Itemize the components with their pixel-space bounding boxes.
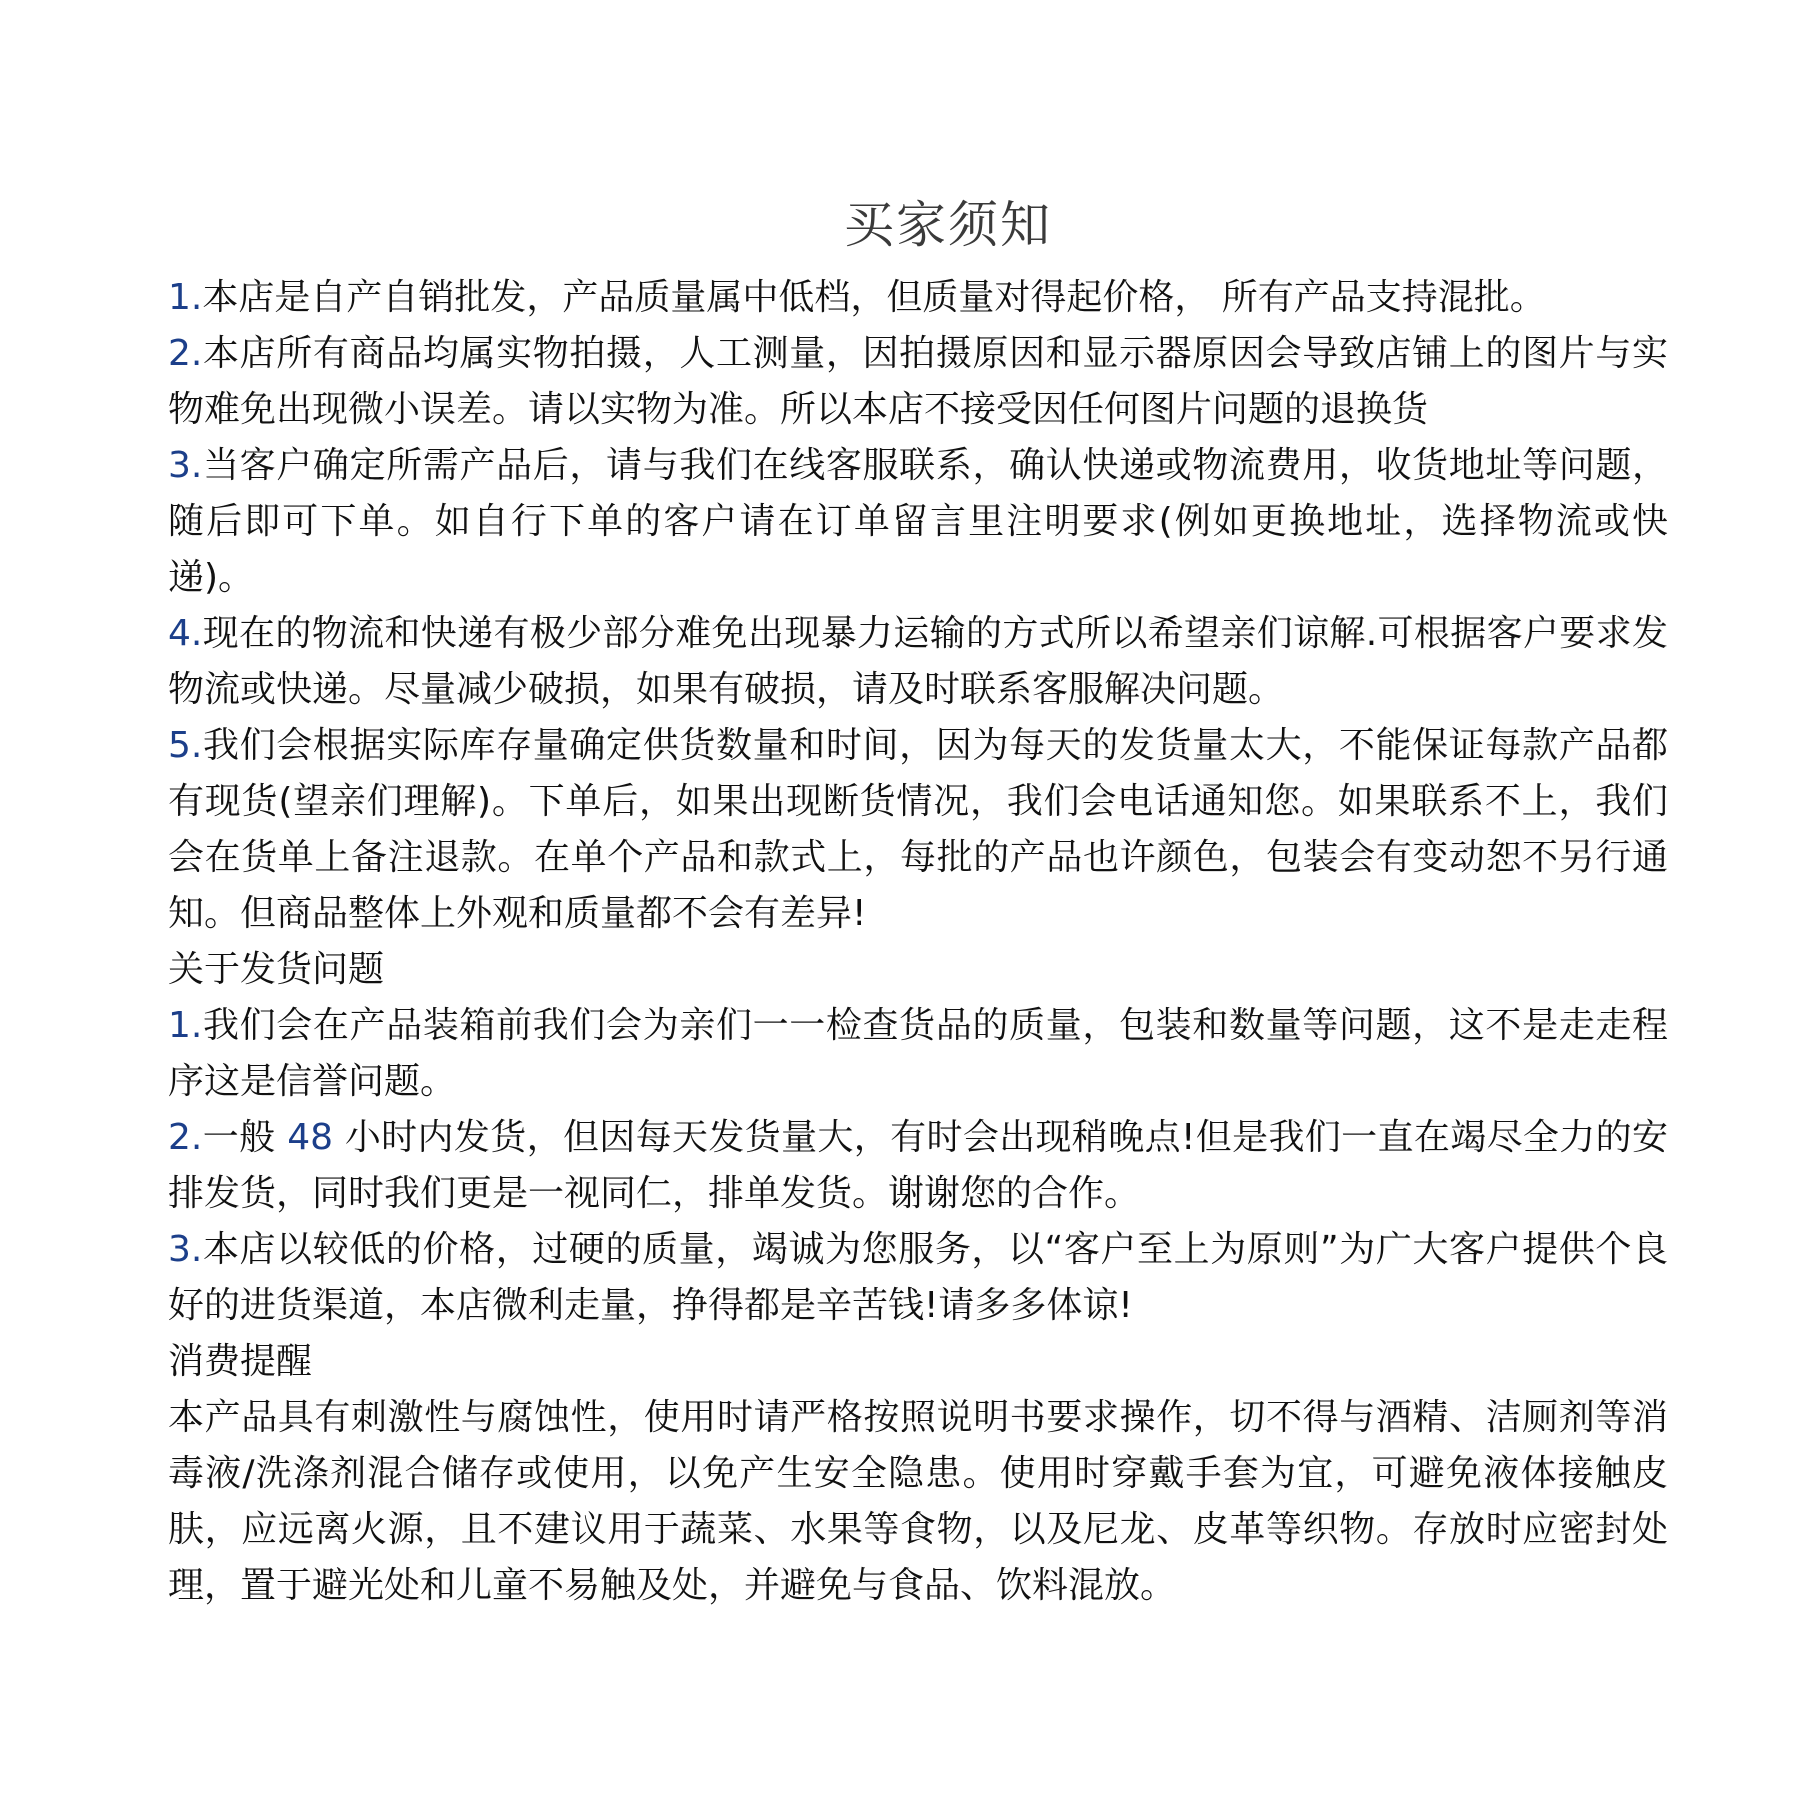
page-title: 买家须知 [844, 196, 1052, 254]
notice-number: 2. [168, 333, 203, 374]
notice-item-3 [168, 438, 1668, 606]
shipping-text-before: 一般 [202, 1117, 288, 1158]
notice-number: 5. [168, 725, 203, 766]
consumer-text: 本产品具有刺激性与腐蚀性，使用时请严格按照说明书要求操作，切不得与酒精、洁厕剂等消毒液/洗涤剂混合储存或使用，以免产生安全隐患。使用时穿戴手套为宜，可避免液体接触皮肤，应远离火源，且不建议用于蔬菜、水果等食物，以及尼龙、皮革等织物。存放时应密封处理，置于避光处和儿童不易触及处，并避免与食品、饮料混放。 [168, 1397, 1668, 1606]
shipping-hours: 48 [287, 1117, 334, 1158]
notice-text: 现在的物流和快递有极少部分难免出现暴力运输的方式所以希望亲们谅解.可根据客户要求发物流或快递。尽量减少破损，如果有破损，请及时联系客服解决问题。 [168, 613, 1668, 710]
notice-text: 本店所有商品均属实物拍摄，人工测量，因拍摄原因和显示器原因会导致店铺上的图片与实物难免出现微小误差。请以实物为准。所以本店不接受因任何图片问题的退换货 [168, 333, 1668, 430]
consumer-heading: 消费提醒 [168, 1341, 313, 1382]
notice-text: 当客户确定所需产品后，请与我们在线客服联系，确认快递或物流费用，收货地址等问题，随后即可下单。如自行下单的客户请在订单留言里注明要求(例如更换地址，选择物流或快递)。 [168, 445, 1668, 598]
shipping-text: 我们会在产品装箱前我们会为亲们一一检查货品的质量，包装和数量等问题，这不是走走程序这是信誉问题。 [168, 1005, 1668, 1102]
shipping-number: 3. [168, 1229, 203, 1270]
shipping-item-2 [168, 1110, 1668, 1222]
notice-text: 本店是自产自销批发，产品质量属中低档，但质量对得起价格， 所有产品支持混批。 [202, 277, 1546, 318]
shipping-number: 2. [168, 1117, 203, 1158]
notice-number: 3. [168, 445, 203, 486]
notice-number: 4. [168, 613, 203, 654]
shipping-text: 本店以较低的价格，过硬的质量，竭诚为您服务，以“客户至上为原则”为广大客户提供个良好的进货渠道，本店微利走量，挣得都是辛苦钱!请多多体谅! [168, 1229, 1668, 1326]
shipping-number: 1. [168, 1005, 203, 1046]
shipping-text-after: 小时内发货，但因每天发货量大，有时会出现稍晚点!但是我们一直在竭尽全力的安排发货，同时我们更是一视同仁，排单发货。谢谢您的合作。 [168, 1117, 1668, 1214]
notice-text: 我们会根据实际库存量确定供货数量和时间，因为每天的发货量太大，不能保证每款产品都有现货(望亲们理解)。下单后，如果出现断货情况，我们会电话通知您。如果联系不上，我们会在货单上备注退款。在单个产品和款式上，每批的产品也许颜色，包装会有变动恕不另行通知。但商品整体上外观和质量都不会有差异! [168, 725, 1668, 934]
shipping-item-3 [168, 1222, 1668, 1334]
shipping-heading: 关于发货问题 [168, 949, 385, 990]
notice-item-1 [168, 270, 1668, 326]
notice-item-4 [168, 606, 1668, 718]
notice-number: 1. [168, 277, 203, 318]
notice-item-5 [168, 718, 1668, 942]
buyer-notice-document [168, 186, 1668, 1614]
shipping-item-1 [168, 998, 1668, 1110]
notice-item-2 [168, 326, 1668, 438]
